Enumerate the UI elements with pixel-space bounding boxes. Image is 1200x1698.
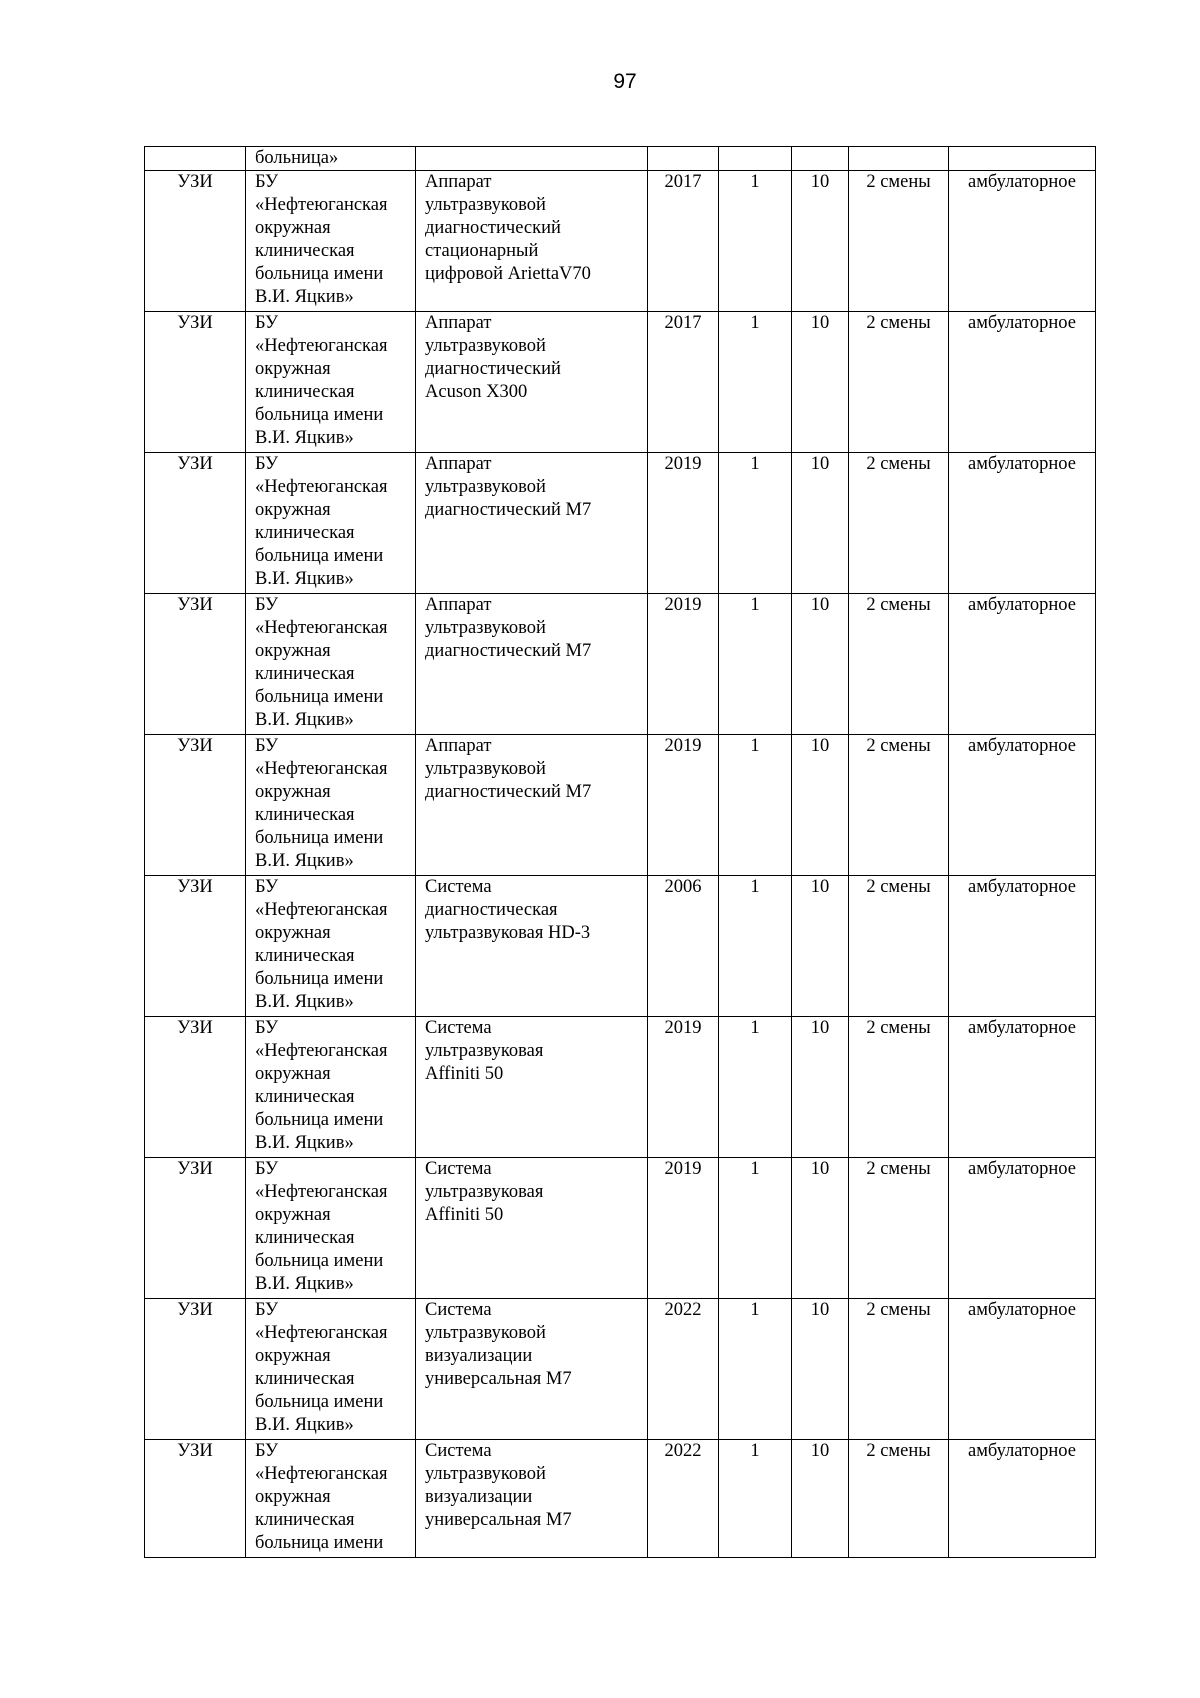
cell-type-text: УЗИ (177, 736, 213, 756)
cell-count (719, 1440, 792, 1558)
cell-mode (949, 1158, 1096, 1299)
cell-device-line: диагностическая (425, 900, 558, 920)
cell-mode (949, 147, 1096, 171)
cell-mode (949, 171, 1096, 312)
cell-device-line: Система (425, 1441, 492, 1461)
cell-count-text: 1 (750, 736, 760, 756)
cell-type-text: УЗИ (177, 1300, 213, 1320)
cell-organization (246, 453, 416, 594)
cell-year-text: 2006 (664, 877, 702, 897)
cell-type-text: УЗИ (177, 313, 213, 333)
cell-organization (246, 594, 416, 735)
cell-organization-line: БУ (255, 595, 279, 615)
cell-device (416, 594, 648, 735)
cell-hours-text: 10 (810, 1441, 830, 1461)
cell-shifts (849, 594, 949, 735)
cell-organization-line: БУ (255, 736, 279, 756)
cell-hours-text: 10 (810, 172, 830, 192)
cell-type-text: УЗИ (177, 877, 213, 897)
cell-count-text: 1 (750, 1300, 760, 1320)
cell-device (416, 1158, 648, 1299)
cell-device-line: Affiniti 50 (425, 1064, 504, 1084)
cell-type-text: УЗИ (177, 1159, 213, 1179)
cell-organization-line: В.И. Яцкив» (255, 287, 354, 307)
cell-organization-line: В.И. Яцкив» (255, 1415, 354, 1435)
cell-type (145, 594, 246, 735)
cell-shifts-text: 2 смены (866, 313, 931, 333)
cell-year (648, 453, 719, 594)
cell-count-text: 1 (750, 595, 760, 615)
cell-shifts (849, 735, 949, 876)
page-number: 97 (613, 70, 637, 93)
cell-hours-text (796, 147, 844, 170)
cell-organization-line: «Нефтеюганская (255, 1041, 388, 1061)
cell-organization-line: В.И. Яцкив» (255, 1133, 354, 1153)
cell-organization-line: В.И. Яцкив» (255, 710, 354, 730)
cell-organization-line: клиническая (255, 805, 355, 825)
cell-hours (792, 1158, 849, 1299)
cell-mode-text (953, 147, 1091, 170)
cell-hours-text: 10 (810, 595, 830, 615)
cell-organization-line: БУ (255, 1018, 279, 1038)
cell-hours (792, 1440, 849, 1558)
cell-organization-line: больница имени (255, 1110, 384, 1130)
cell-device (416, 312, 648, 453)
cell-device (416, 147, 648, 171)
cell-organization-line: клиническая (255, 1228, 355, 1248)
cell-shifts-text: 2 смены (866, 1300, 931, 1320)
cell-count (719, 171, 792, 312)
cell-device-line: визуализации (425, 1487, 533, 1507)
cell-mode (949, 876, 1096, 1017)
cell-organization-line: больница имени (255, 264, 384, 284)
cell-shifts (849, 312, 949, 453)
cell-type-text: УЗИ (177, 1441, 213, 1461)
cell-shifts-text: 2 смены (866, 172, 931, 192)
cell-organization-line: клиническая (255, 241, 355, 261)
cell-year-text: 2019 (664, 595, 702, 615)
cell-count (719, 1158, 792, 1299)
cell-device-line: визуализации (425, 1346, 533, 1366)
cell-device-line: ультразвуковой (425, 759, 546, 779)
cell-organization-line: окружная (255, 359, 331, 379)
cell-mode-text: амбулаторное (968, 172, 1076, 192)
cell-organization-line: В.И. Яцкив» (255, 851, 354, 871)
cell-device-line: ультразвуковой (425, 1323, 546, 1343)
cell-mode-text: амбулаторное (968, 736, 1076, 756)
cell-device-line: универсальная М7 (425, 1369, 572, 1389)
cell-device-line: ультразвуковая HD-3 (425, 923, 591, 943)
cell-count-text: 1 (750, 313, 760, 333)
cell-device-line: Аппарат (425, 595, 492, 615)
cell-mode (949, 453, 1096, 594)
cell-organization-line: «Нефтеюганская (255, 477, 388, 497)
cell-organization-line: клиническая (255, 382, 355, 402)
cell-organization-line: окружная (255, 218, 331, 238)
cell-organization-line: окружная (255, 500, 331, 520)
cell-mode (949, 312, 1096, 453)
cell-device-line: ультразвуковой (425, 1464, 546, 1484)
table-row (145, 1440, 1096, 1558)
cell-year (648, 1440, 719, 1558)
cell-count (719, 312, 792, 453)
cell-type-text: УЗИ (177, 454, 213, 474)
cell-device-line: Система (425, 1018, 492, 1038)
cell-organization-line: окружная (255, 641, 331, 661)
cell-year-text: 2019 (664, 454, 702, 474)
cell-mode (949, 1440, 1096, 1558)
cell-device-line: диагностический (425, 359, 561, 379)
cell-hours-text: 10 (810, 1300, 830, 1320)
cell-hours (792, 1299, 849, 1440)
cell-year-text (652, 147, 714, 170)
cell-device-line: Аппарат (425, 313, 492, 333)
cell-hours (792, 594, 849, 735)
cell-count (719, 876, 792, 1017)
cell-mode-text: амбулаторное (968, 595, 1076, 615)
cell-organization (246, 735, 416, 876)
cell-device-line: ультразвуковая (425, 1182, 544, 1202)
table-row (145, 876, 1096, 1017)
cell-year (648, 876, 719, 1017)
cell-count (719, 1017, 792, 1158)
cell-type (145, 1017, 246, 1158)
cell-shifts-text: 2 смены (866, 595, 931, 615)
cell-shifts (849, 1440, 949, 1558)
cell-hours (792, 1017, 849, 1158)
cell-device-line: Acuson X300 (425, 382, 528, 402)
cell-organization-line: клиническая (255, 1087, 355, 1107)
cell-organization-line: окружная (255, 1205, 331, 1225)
cell-organization-line: окружная (255, 923, 331, 943)
table-row (145, 312, 1096, 453)
table-row (145, 171, 1096, 312)
cell-device-line: ультразвуковой (425, 336, 546, 356)
cell-count-text: 1 (750, 1159, 760, 1179)
table-body (145, 147, 1096, 1558)
cell-year (648, 147, 719, 171)
cell-organization-line: «Нефтеюганская (255, 195, 388, 215)
cell-device (416, 453, 648, 594)
cell-device-line: Аппарат (425, 172, 492, 192)
cell-organization-line: БУ (255, 1441, 279, 1461)
cell-organization-line: БУ (255, 1300, 279, 1320)
cell-organization-line: БУ (255, 172, 279, 192)
cell-organization-line: В.И. Яцкив» (255, 992, 354, 1012)
cell-organization-line: «Нефтеюганская (255, 759, 388, 779)
cell-shifts (849, 1299, 949, 1440)
cell-organization-line: В.И. Яцкив» (255, 428, 354, 448)
cell-hours (792, 453, 849, 594)
cell-organization-line: больница имени (255, 546, 384, 566)
cell-type (145, 1299, 246, 1440)
table-row (145, 594, 1096, 735)
cell-count-text: 1 (750, 1441, 760, 1461)
cell-year (648, 594, 719, 735)
cell-shifts (849, 876, 949, 1017)
cell-type-text: УЗИ (177, 172, 213, 192)
cell-type (145, 312, 246, 453)
cell-organization-line: БУ (255, 877, 279, 897)
cell-type (145, 1440, 246, 1558)
cell-organization-line: клиническая (255, 1369, 355, 1389)
cell-year-text: 2019 (664, 1018, 702, 1038)
cell-organization-line: БУ (255, 454, 279, 474)
cell-mode-text: амбулаторное (968, 454, 1076, 474)
cell-organization (246, 1440, 416, 1558)
cell-mode (949, 1017, 1096, 1158)
cell-year-text: 2022 (664, 1300, 702, 1320)
cell-type (145, 876, 246, 1017)
cell-device-line: диагностический М7 (425, 500, 592, 520)
cell-shifts-text: 2 смены (866, 454, 931, 474)
cell-count (719, 594, 792, 735)
cell-year-text: 2017 (664, 172, 702, 192)
cell-device-line: диагностический (425, 218, 561, 238)
cell-type (145, 453, 246, 594)
cell-year-text: 2019 (664, 1159, 702, 1179)
cell-hours (792, 147, 849, 171)
cell-organization-line: окружная (255, 1064, 331, 1084)
cell-organization-line: БУ (255, 1159, 279, 1179)
cell-year-text: 2019 (664, 736, 702, 756)
cell-organization-line: окружная (255, 1346, 331, 1366)
cell-count (719, 1299, 792, 1440)
cell-shifts-text: 2 смены (866, 1159, 931, 1179)
cell-organization-line: больница имени (255, 405, 384, 425)
cell-count-text: 1 (750, 172, 760, 192)
cell-organization-line: окружная (255, 782, 331, 802)
cell-count (719, 735, 792, 876)
equipment-table (144, 146, 1096, 1558)
cell-hours (792, 735, 849, 876)
cell-device-line: ультразвуковой (425, 195, 546, 215)
cell-shifts (849, 453, 949, 594)
cell-hours-text: 10 (810, 1159, 830, 1179)
cell-device (416, 876, 648, 1017)
cell-shifts-text (853, 147, 944, 170)
table-row (145, 1158, 1096, 1299)
cell-year (648, 1158, 719, 1299)
cell-device-line: Аппарат (425, 736, 492, 756)
cell-type (145, 171, 246, 312)
cell-organization-line: больница имени (255, 687, 384, 707)
cell-mode-text: амбулаторное (968, 313, 1076, 333)
cell-device-line: Аппарат (425, 454, 492, 474)
cell-organization-line: «Нефтеюганская (255, 1182, 388, 1202)
cell-year (648, 735, 719, 876)
cell-hours-text: 10 (810, 1018, 830, 1038)
cell-organization-line: «Нефтеюганская (255, 618, 388, 638)
cell-organization (246, 171, 416, 312)
table-row (145, 735, 1096, 876)
cell-shifts-text: 2 смены (866, 1441, 931, 1461)
cell-device (416, 1440, 648, 1558)
cell-organization-line: БУ (255, 313, 279, 333)
cell-organization (246, 1299, 416, 1440)
cell-count-text (723, 147, 787, 170)
table-row (145, 147, 1096, 171)
cell-count-text: 1 (750, 877, 760, 897)
table-row (145, 453, 1096, 594)
cell-mode-text: амбулаторное (968, 877, 1076, 897)
cell-type-text: УЗИ (177, 1018, 213, 1038)
cell-organization-line: больница имени (255, 1392, 384, 1412)
cell-hours-text: 10 (810, 313, 830, 333)
cell-hours-text: 10 (810, 454, 830, 474)
cell-count (719, 147, 792, 171)
cell-organization-line: клиническая (255, 946, 355, 966)
cell-organization (246, 876, 416, 1017)
cell-year (648, 171, 719, 312)
cell-device-line: ультразвуковая (425, 1041, 544, 1061)
cell-count-text: 1 (750, 1018, 760, 1038)
cell-organization (246, 312, 416, 453)
cell-device-line: диагностический М7 (425, 782, 592, 802)
cell-hours-text: 10 (810, 877, 830, 897)
cell-organization-line: «Нефтеюганская (255, 1323, 388, 1343)
cell-organization-line: В.И. Яцкив» (255, 569, 354, 589)
cell-mode-text: амбулаторное (968, 1159, 1076, 1179)
cell-year-text: 2017 (664, 313, 702, 333)
cell-mode-text: амбулаторное (968, 1300, 1076, 1320)
cell-organization-line: В.И. Яцкив» (255, 1274, 354, 1294)
cell-device (416, 1299, 648, 1440)
cell-mode (949, 1299, 1096, 1440)
cell-organization-line: больница имени (255, 969, 384, 989)
cell-device-line: Система (425, 1300, 492, 1320)
cell-device-line: стационарный (425, 241, 539, 261)
cell-organization (246, 1158, 416, 1299)
cell-shifts (849, 171, 949, 312)
cell-organization-line: больница имени (255, 1251, 384, 1271)
cell-mode (949, 735, 1096, 876)
cell-organization-line: больница» (255, 148, 339, 168)
cell-year (648, 1299, 719, 1440)
cell-shifts (849, 147, 949, 171)
cell-device-line: универсальная М7 (425, 1510, 572, 1530)
cell-device (416, 735, 648, 876)
cell-organization-line: окружная (255, 1487, 331, 1507)
cell-count (719, 453, 792, 594)
cell-count-text: 1 (750, 454, 760, 474)
cell-shifts (849, 1158, 949, 1299)
cell-year (648, 1017, 719, 1158)
cell-device-line: Система (425, 1159, 492, 1179)
cell-year-text: 2022 (664, 1441, 702, 1461)
cell-organization-line: «Нефтеюганская (255, 336, 388, 356)
cell-type (145, 735, 246, 876)
cell-organization-line: «Нефтеюганская (255, 900, 388, 920)
cell-mode (949, 594, 1096, 735)
cell-organization (246, 1017, 416, 1158)
cell-hours (792, 312, 849, 453)
cell-type-text: УЗИ (177, 595, 213, 615)
cell-type-text (149, 147, 241, 170)
cell-shifts (849, 1017, 949, 1158)
cell-mode-text: амбулаторное (968, 1441, 1076, 1461)
cell-organization-line: клиническая (255, 523, 355, 543)
cell-organization-line: больница имени (255, 828, 384, 848)
cell-device (416, 1017, 648, 1158)
cell-type (145, 147, 246, 171)
cell-organization-line: больница имени (255, 1533, 384, 1553)
cell-device-line: Affiniti 50 (425, 1205, 504, 1225)
table-row (145, 1299, 1096, 1440)
cell-device-line: ультразвуковой (425, 477, 546, 497)
cell-device-line: диагностический М7 (425, 641, 592, 661)
cell-year (648, 312, 719, 453)
cell-shifts-text: 2 смены (866, 736, 931, 756)
cell-hours (792, 876, 849, 1017)
cell-organization-line: клиническая (255, 664, 355, 684)
cell-type (145, 1158, 246, 1299)
cell-device-line: Система (425, 877, 492, 897)
cell-shifts-text: 2 смены (866, 1018, 931, 1038)
cell-shifts-text: 2 смены (866, 877, 931, 897)
table-row (145, 1017, 1096, 1158)
cell-organization-line: «Нефтеюганская (255, 1464, 388, 1484)
cell-device-line: ультразвуковой (425, 618, 546, 638)
cell-organization (246, 147, 416, 171)
cell-organization-line: клиническая (255, 1510, 355, 1530)
cell-hours (792, 171, 849, 312)
cell-device-line: цифровой AriettaV70 (425, 264, 591, 284)
cell-device (416, 171, 648, 312)
cell-hours-text: 10 (810, 736, 830, 756)
cell-mode-text: амбулаторное (968, 1018, 1076, 1038)
